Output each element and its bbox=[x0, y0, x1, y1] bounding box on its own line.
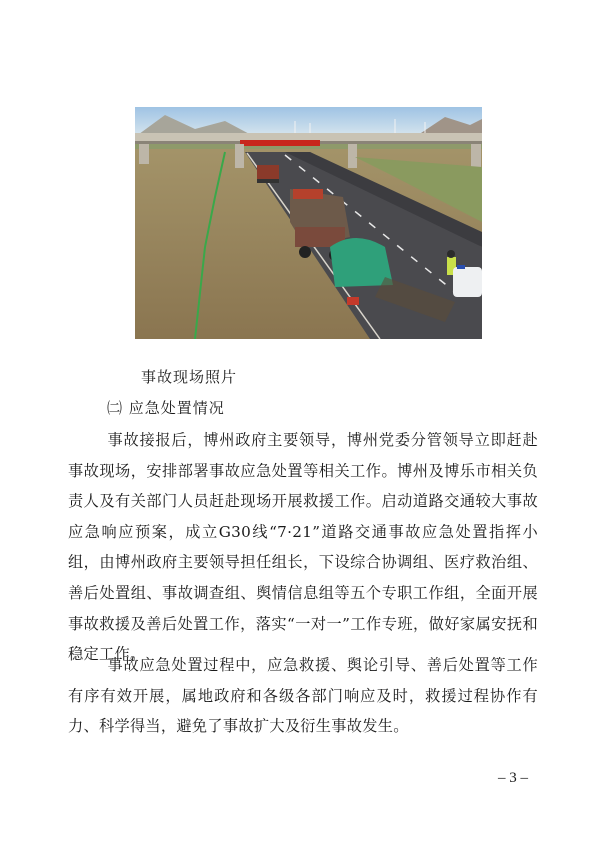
paragraph-1: 事故接报后，博州政府主要领导，博州党委分管领导立即赶赴事故现场，安排部署事故应急处置等相关工作。博州及博乐市相关负责人及有关部门人员赶赴现场开展救援工作。启动道路交通较大事故应急响应预案，成立G30线“7·21”道路交通事故应急处置指挥小组，由博州政府主要领导担任组长，下设综合协调组、医疗救治组、善后处置组、事故调查组、舆情信息组等五个专职工作组，全面开展事故救援及善后处置工作，落实“一对一”工作专班，做好家属安抚和稳定工作。 bbox=[68, 431, 538, 664]
page-number: – 3 – bbox=[498, 770, 528, 786]
section-heading: ㈡ 应急处置情况 bbox=[107, 399, 225, 417]
photo-caption: 事故现场照片 bbox=[141, 368, 238, 386]
paragraph-2: 事故应急处置过程中，应急救援、舆论引导、善后处置等工作有序有效开展，属地政府和各级各部门响应及时，救援过程协作有力、科学得当，避免了事故扩大及衍生事故发生。 bbox=[68, 656, 538, 736]
accident-scene-photo bbox=[135, 107, 482, 339]
